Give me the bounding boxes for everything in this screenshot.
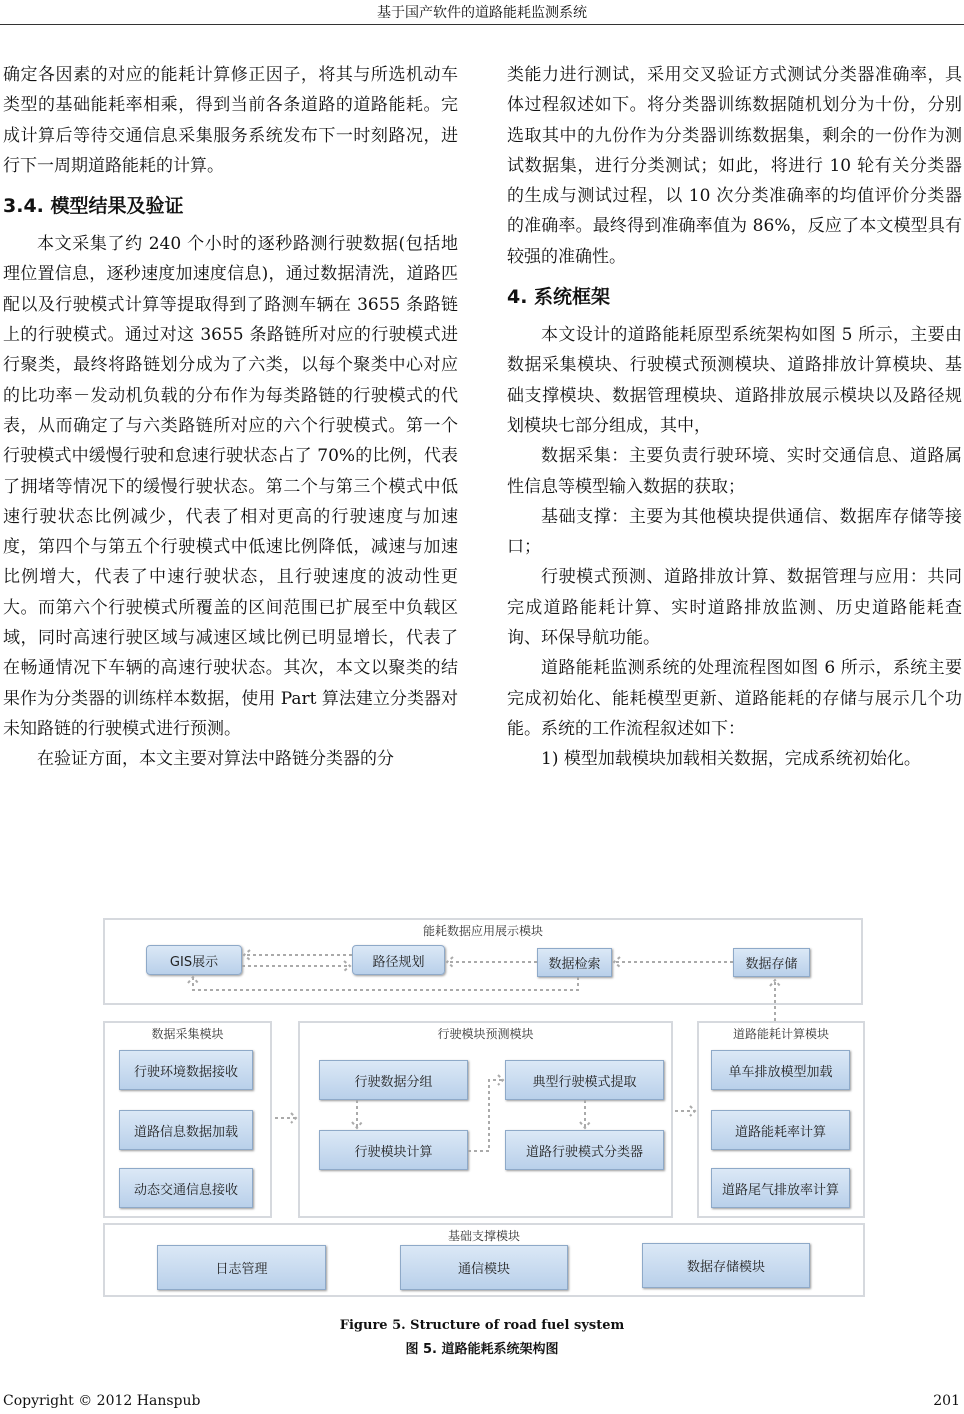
module-box: 典型行驶模式提取 bbox=[505, 1060, 664, 1100]
module-box: 数据存储模块 bbox=[642, 1243, 810, 1288]
module-box: 单车排放模型加载 bbox=[711, 1050, 850, 1090]
paragraph: 在验证方面，本文主要对算法中路链分类器的分 bbox=[37, 749, 394, 770]
module-box: 道路尾气排放率计算 bbox=[711, 1168, 850, 1208]
arrow bbox=[770, 980, 780, 1021]
group-title: 数据采集模块 bbox=[151, 1027, 224, 1041]
paragraph: 类能力进行测试，采用交叉验证方式测试分类器准确率，具体过程叙述如下。将分类器训练数据随机划分为十份，分别选取其中的九份作为分类器训练数据集，剩余的一份作为测试数据集，进行分类测试；如此，将进行 10 轮有关分类器的生成与测试过程，以 10 次分类准确率的均值评价分类器的准确率。最终得到准确率值为 86%，反应了本文模型具有较强的准确性。 bbox=[507, 65, 962, 267]
paragraph: 本文设计的道路能耗原型系统架构如图 5 所示，主要由数据采集模块、行驶模式预测模块、道路排放计算模块、基础支撑模块、数据管理模块、道路排放展示模块以及路径规划模块七部分组成，其中， bbox=[507, 325, 962, 436]
arrow bbox=[244, 950, 352, 960]
group-title: 行驶模块预测模块 bbox=[437, 1027, 534, 1041]
module-box: 行驶数据分组 bbox=[319, 1060, 468, 1100]
arrow bbox=[275, 1113, 296, 1123]
module-box: 行驶环境数据接收 bbox=[119, 1050, 253, 1090]
paragraph: 行驶模式预测、道路排放计算、数据管理与应用：共同完成道路能耗计算、实时道路排放监测、历史道路能耗查询、环保导航功能。 bbox=[507, 567, 962, 649]
arrow bbox=[468, 1075, 503, 1151]
module-box: 道路行驶模式分类器 bbox=[505, 1130, 664, 1170]
module-box: 道路能耗率计算 bbox=[711, 1110, 850, 1150]
section-heading-4: 4. 系统框架 bbox=[507, 286, 611, 309]
page-number: 201 bbox=[933, 1393, 960, 1409]
figure-caption-cn: 图 5. 道路能耗系统架构图 bbox=[405, 1342, 559, 1357]
module-box: 动态交通信息接收 bbox=[119, 1168, 253, 1208]
gis-box: GIS展示 bbox=[146, 945, 242, 975]
storage-box: 数据存储 bbox=[733, 948, 810, 977]
module-box: 日志管理 bbox=[157, 1245, 326, 1290]
running-header: 基于国产软件的道路能耗监测系统 bbox=[377, 5, 587, 21]
arrow bbox=[675, 1106, 695, 1116]
paragraph: 基础支撑：主要为其他模块提供通信、数据库存储等接口； bbox=[507, 506, 962, 558]
route-box: 路径规划 bbox=[352, 945, 445, 975]
arrow bbox=[614, 957, 733, 967]
arrow bbox=[352, 1100, 362, 1128]
paragraph: 本文采集了约 240 个小时的逐秒路测行驶数据(包括地理位置信息，逐秒速度加速度信息)，通过数据清洗，道路匹配以及行驶模式计算等提取得到了路测车辆在 3655 条路链上的行驶模式。通过对这 3655 条路链所对应的行驶模式进行聚类，最终将路链划分成为了六类，以每个聚类中心对应的比功率－发动机负载的分布作为每类路链的行驶模式的代表，从而确定了与六类路链所对应的六个行驶模式。第一个行驶模式中缓慢行驶和怠速行驶状态占了 70%的比例，代表了拥堵等情况下的缓慢行驶状态。第二个与第三个模式中低速行驶状态比例减少，代表了相对更高的行驶速度与加速度，第四个与第五个行驶模式中低速比例降低，减速与加速比例增大，代表了中速行驶状态，且行驶速度的波动性更大。而第六个行驶模式所覆盖的区间范围已扩展至中负载区域，同时高速行驶区域与减速区域比例已明显增长，代表了在畅通情况下车辆的高速行驶状态。其次，本文以聚类的结果作为分类器的训练样本数据，使用 Part 算法建立分类器对未知路链的行驶模式进行预测。 bbox=[3, 234, 458, 739]
group-title: 基础支撑模块 bbox=[447, 1229, 520, 1243]
copyright: Copyright © 2012 Hanspub bbox=[3, 1393, 201, 1409]
arrow bbox=[447, 957, 537, 967]
group-title: 道路能耗计算模块 bbox=[732, 1027, 829, 1041]
search-box: 数据检索 bbox=[537, 948, 612, 977]
paragraph: 确定各因素的对应的能耗计算修正因子，将其与所选机动车类型的基础能耗率相乘，得到当前各条道路的道路能耗。完成计算后等待交通信息采集服务系统发布下一时刻路况，进行下一周期道路能耗的计算。 bbox=[3, 65, 458, 176]
figure-caption-en: Figure 5. Structure of road fuel system bbox=[339, 1318, 625, 1333]
module-box: 行驶模块计算 bbox=[319, 1130, 468, 1170]
paragraph: 道路能耗监测系统的处理流程图如图 6 所示，系统主要完成初始化、能耗模型更新、道路能耗的存储与展示几个功能。系统的工作流程叙述如下： bbox=[507, 658, 962, 739]
arrow bbox=[242, 961, 350, 971]
module-box: 通信模块 bbox=[400, 1245, 568, 1290]
arrow bbox=[580, 1100, 590, 1128]
paragraph: 数据采集：主要负责行驶环境、实时交通信息、道路属性信息等模型输入数据的获取； bbox=[507, 446, 962, 497]
section-heading-3-4: 3.4. 模型结果及验证 bbox=[3, 195, 184, 218]
arrow bbox=[188, 977, 578, 990]
paragraph: 1) 模型加载模块加载相关数据，完成系统初始化。 bbox=[541, 749, 921, 770]
group-title: 能耗数据应用展示模块 bbox=[422, 924, 543, 938]
module-box: 道路信息数据加载 bbox=[119, 1110, 253, 1150]
